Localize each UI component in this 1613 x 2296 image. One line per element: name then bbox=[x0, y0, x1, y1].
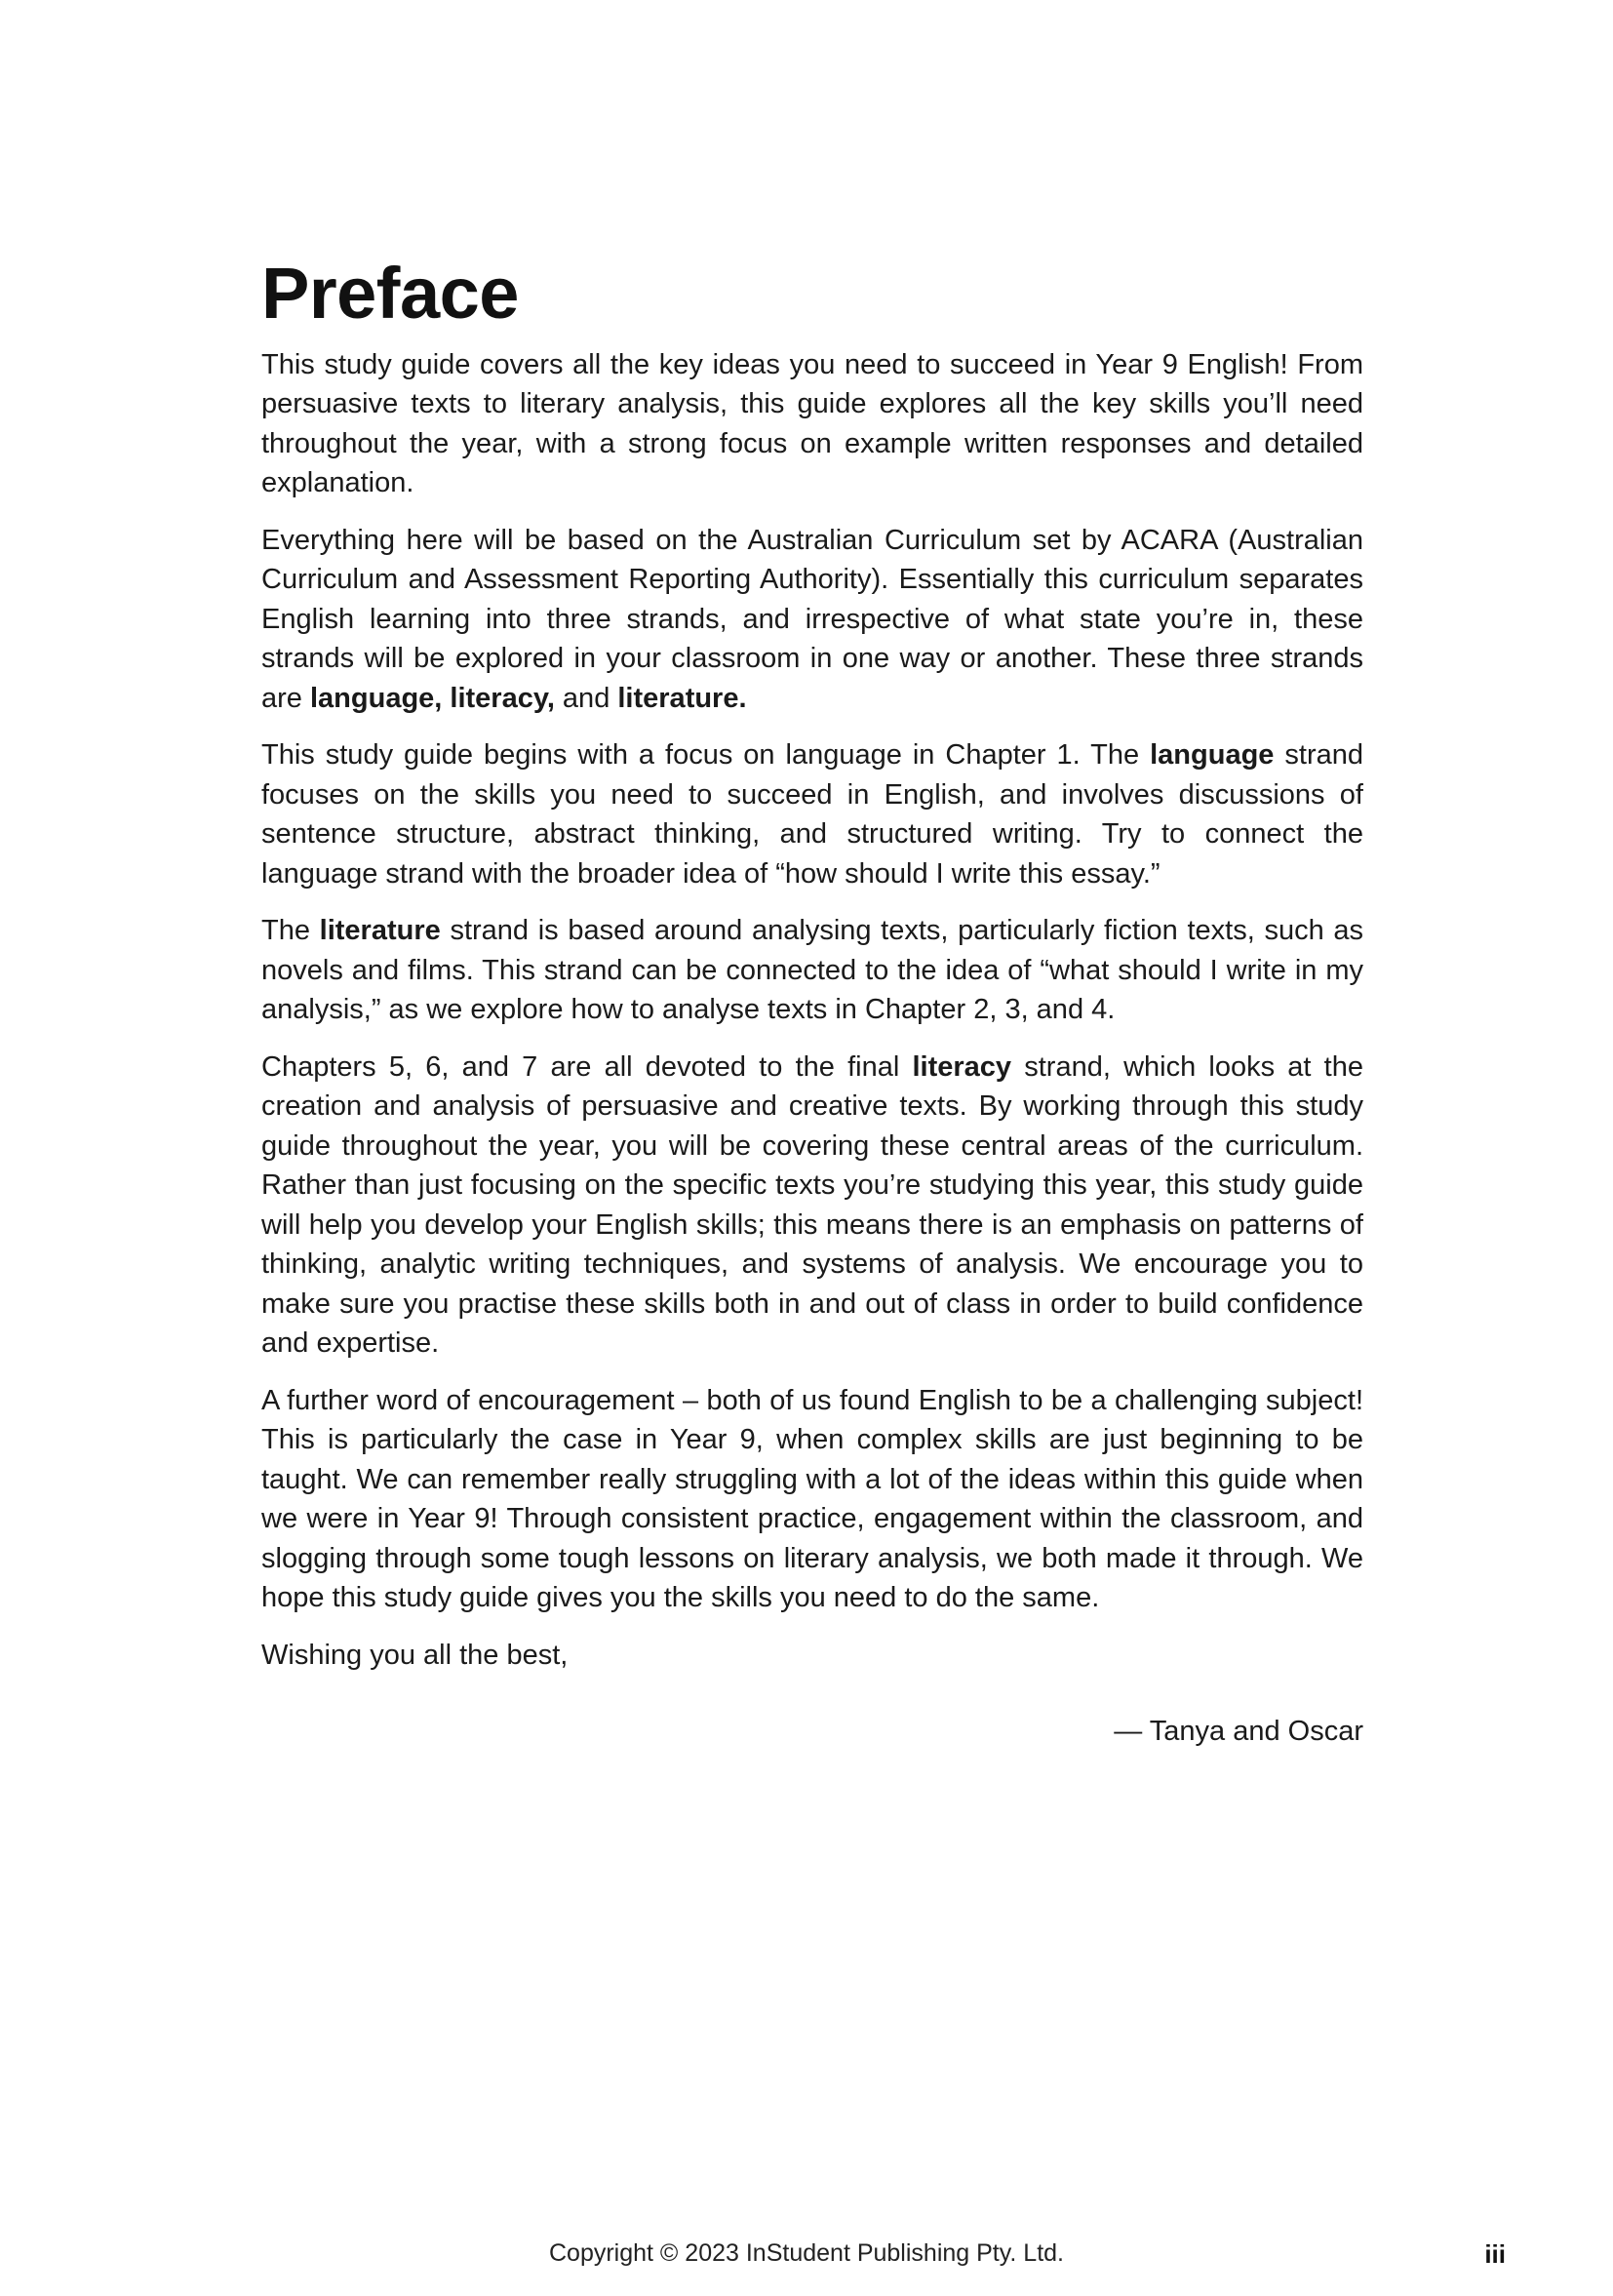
preface-paragraph-4 bbox=[261, 911, 1363, 1030]
paragraph-text: strand focuses on the skills you need to succeed in English, and involves discussions of sentence structure, abstract thinking, and structured writing. Try to connect the language strand with the broader idea of “how should I write this essay.” bbox=[261, 739, 1363, 890]
paragraph-text: and bbox=[554, 682, 618, 714]
preface-paragraph-5 bbox=[261, 1048, 1363, 1364]
bold-term-literacy: literacy bbox=[912, 1050, 1012, 1083]
page-body bbox=[261, 253, 1364, 1752]
preface-paragraph-6: A further word of encouragement – both of us found English to be a challenging subject! This is particularly the case in Year 9, when complex skills are just beginning to be taught. We can remember really struggling with a lot of the ideas within this guide when we were in Year 9! Through consistent practice, engagement within the classroom, and slogging through some tough lessons on literary analysis, we both made it through. We hope this study guide gives you the skills you need to do the same. bbox=[261, 1384, 1363, 1614]
page-number: iii bbox=[1484, 2239, 1506, 2269]
preface-paragraph-1: This study guide covers all the key ideas you need to succeed in Year 9 English! From persuasive texts to literary analysis, this guide explores all the key skills you’ll need throughout the year, with a strong focus on example written responses and detailed explanation. bbox=[261, 348, 1363, 499]
paragraph-text: This study guide begins with a focus on language in Chapter 1. The bbox=[261, 739, 1151, 772]
page-title: Preface bbox=[261, 253, 519, 334]
bold-term-language: language bbox=[1150, 739, 1275, 772]
paragraph-text: The bbox=[261, 915, 320, 947]
copyright-notice: Copyright © 2023 InStudent Publishing Pty. Ltd. bbox=[548, 2239, 1064, 2267]
paragraph-text: Chapters 5, 6, and 7 are all devoted to the final bbox=[261, 1050, 913, 1083]
bold-term-literature: literature. bbox=[617, 682, 747, 714]
preface-paragraph-2 bbox=[261, 521, 1363, 719]
paragraph-text: strand is based around analysing texts, particularly fiction texts, such as novels and films. This strand can be connected to the idea of “what should I write in my analysis,” as we explore how to analyse texts in Chapter 2, 3, and 4. bbox=[261, 915, 1364, 1026]
bold-term-literature: literature bbox=[319, 915, 441, 947]
paragraph-text: Everything here will be based on the Australian Curriculum set by ACARA (Australian Curriculum and Assessment Reporting Authority). Essentially this curriculum separates English learning into three strands, and irrespective of what state you’re in, these strands will be explored in your classroom in one way or another. These three strands are bbox=[261, 524, 1363, 714]
paragraph-text: strand, which looks at the creation and analysis of persuasive and creative texts. By working through this study guide throughout the year, you will be covering these central areas of the curriculum. Rather than just focusing on the specific texts you’re studying this year, this study guide will help you develop your English skills; this means there is an emphasis on patterns of thinking, analytic writing techniques, and systems of analysis. We encourage you to make sure you practise these skills both in and out of class in order to build confidence and expertise. bbox=[261, 1050, 1363, 1360]
preface-paragraph-3 bbox=[261, 735, 1363, 893]
signoff-line: Wishing you all the best, bbox=[261, 1639, 569, 1671]
bold-term-language-literacy: language, literacy, bbox=[309, 682, 555, 714]
author-signature: — Tanya and Oscar bbox=[1114, 1716, 1363, 1748]
page-footer bbox=[0, 2239, 1613, 2296]
